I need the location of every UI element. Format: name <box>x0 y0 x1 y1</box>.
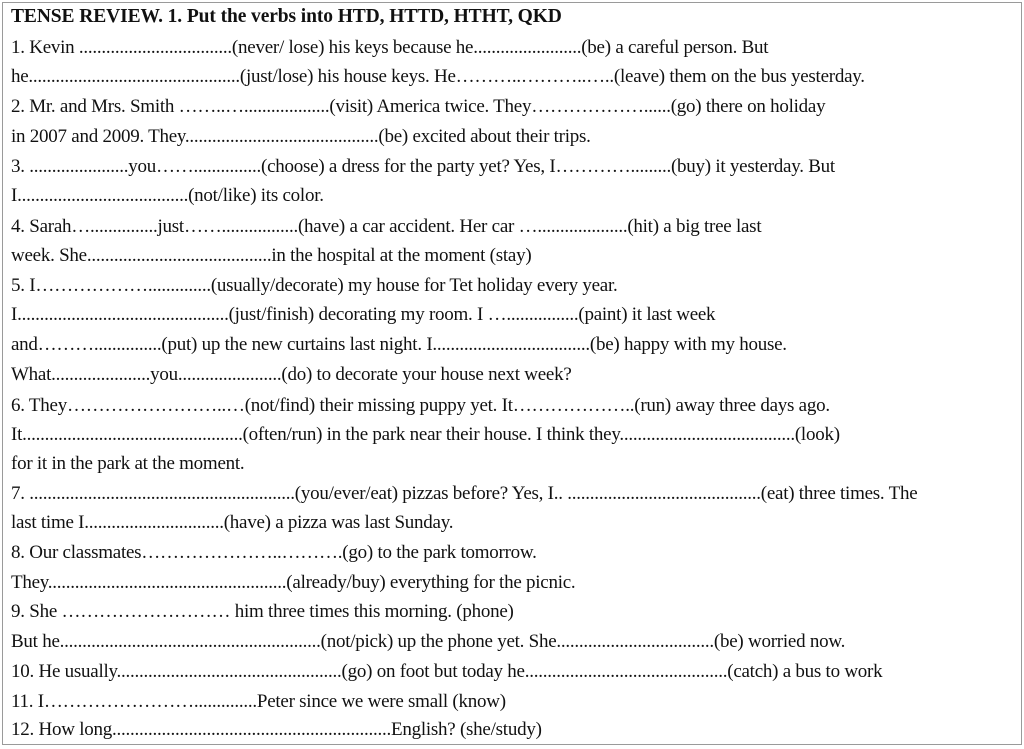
exercise-line-14: It.................................................(often/run) in the park near their house. I think they.......................................(look) <box>11 424 840 445</box>
exercise-line-6: I......................................(not/like) its color. <box>11 185 324 206</box>
exercise-line-16: 7. ...........................................................(you/ever/eat) pizzas before? Yes, I.. ...........................................(eat) three times. The <box>11 483 918 504</box>
worksheet-title: TENSE REVIEW. 1. Put the verbs into HTD, HTTD, HTHT, QKD <box>11 6 562 27</box>
exercise-line-2: he...............................................(just/lose) his house keys. He………..………..…..(leave) them on the bus yesterday. <box>11 66 865 87</box>
exercise-line-7: 4. Sarah…...............just…….................(have) a car accident. Her car …....................(hit) a big tree last <box>11 216 762 237</box>
worksheet-page <box>2 2 1022 745</box>
exercise-line-17: last time I...............................(have) a pizza was last Sunday. <box>11 512 454 533</box>
exercise-line-21: But he..........................................................(not/pick) up the phone yet. She...................................(be) worried now. <box>11 631 846 652</box>
exercise-line-24: 12. How long..............................................................English? (she/study) <box>11 719 542 740</box>
exercise-line-22: 10. He usually..................................................(go) on foot but today he.............................................(catch) a bus to work <box>11 661 883 682</box>
exercise-line-4: in 2007 and 2009. They...........................................(be) excited about their trips. <box>11 126 591 147</box>
exercise-line-23: 11. I……………………..............Peter since we were small (know) <box>11 691 506 712</box>
exercise-line-11: and………...............(put) up the new curtains last night. I...................................(be) happy with my house. <box>11 334 787 355</box>
exercise-line-8: week. She.........................................in the hospital at the moment (stay) <box>11 245 532 266</box>
exercise-line-20: 9. She ……………………… him three times this morning. (phone) <box>11 601 514 622</box>
exercise-line-19: They.....................................................(already/buy) everything for the picnic. <box>11 572 576 593</box>
exercise-line-5: 3. ......................you……...............(choose) a dress for the party yet? Yes, I………….........(buy) it yesterday. But <box>11 156 835 177</box>
exercise-line-1: 1. Kevin ..................................(never/ lose) his keys because he........................(be) a careful person. But <box>11 37 769 58</box>
exercise-line-10: I...............................................(just/finish) decorating my room. I …................(paint) it last week <box>11 304 716 325</box>
exercise-line-18: 8. Our classmates…………………..……….(go) to the park tomorrow. <box>11 542 537 563</box>
exercise-line-3: 2. Mr. and Mrs. Smith ……..…...................(visit) America twice. They………………......(go) there on holiday <box>11 96 826 117</box>
exercise-line-12: What......................you.......................(do) to decorate your house next week? <box>11 364 572 385</box>
exercise-line-9: 5. I………………..............(usually/decorate) my house for Tet holiday every year. <box>11 275 618 296</box>
exercise-line-15: for it in the park at the moment. <box>11 453 245 474</box>
exercise-line-13: 6. They……………………..…(not/find) their missing puppy yet. It………………..(run) away three days ago. <box>11 395 830 416</box>
